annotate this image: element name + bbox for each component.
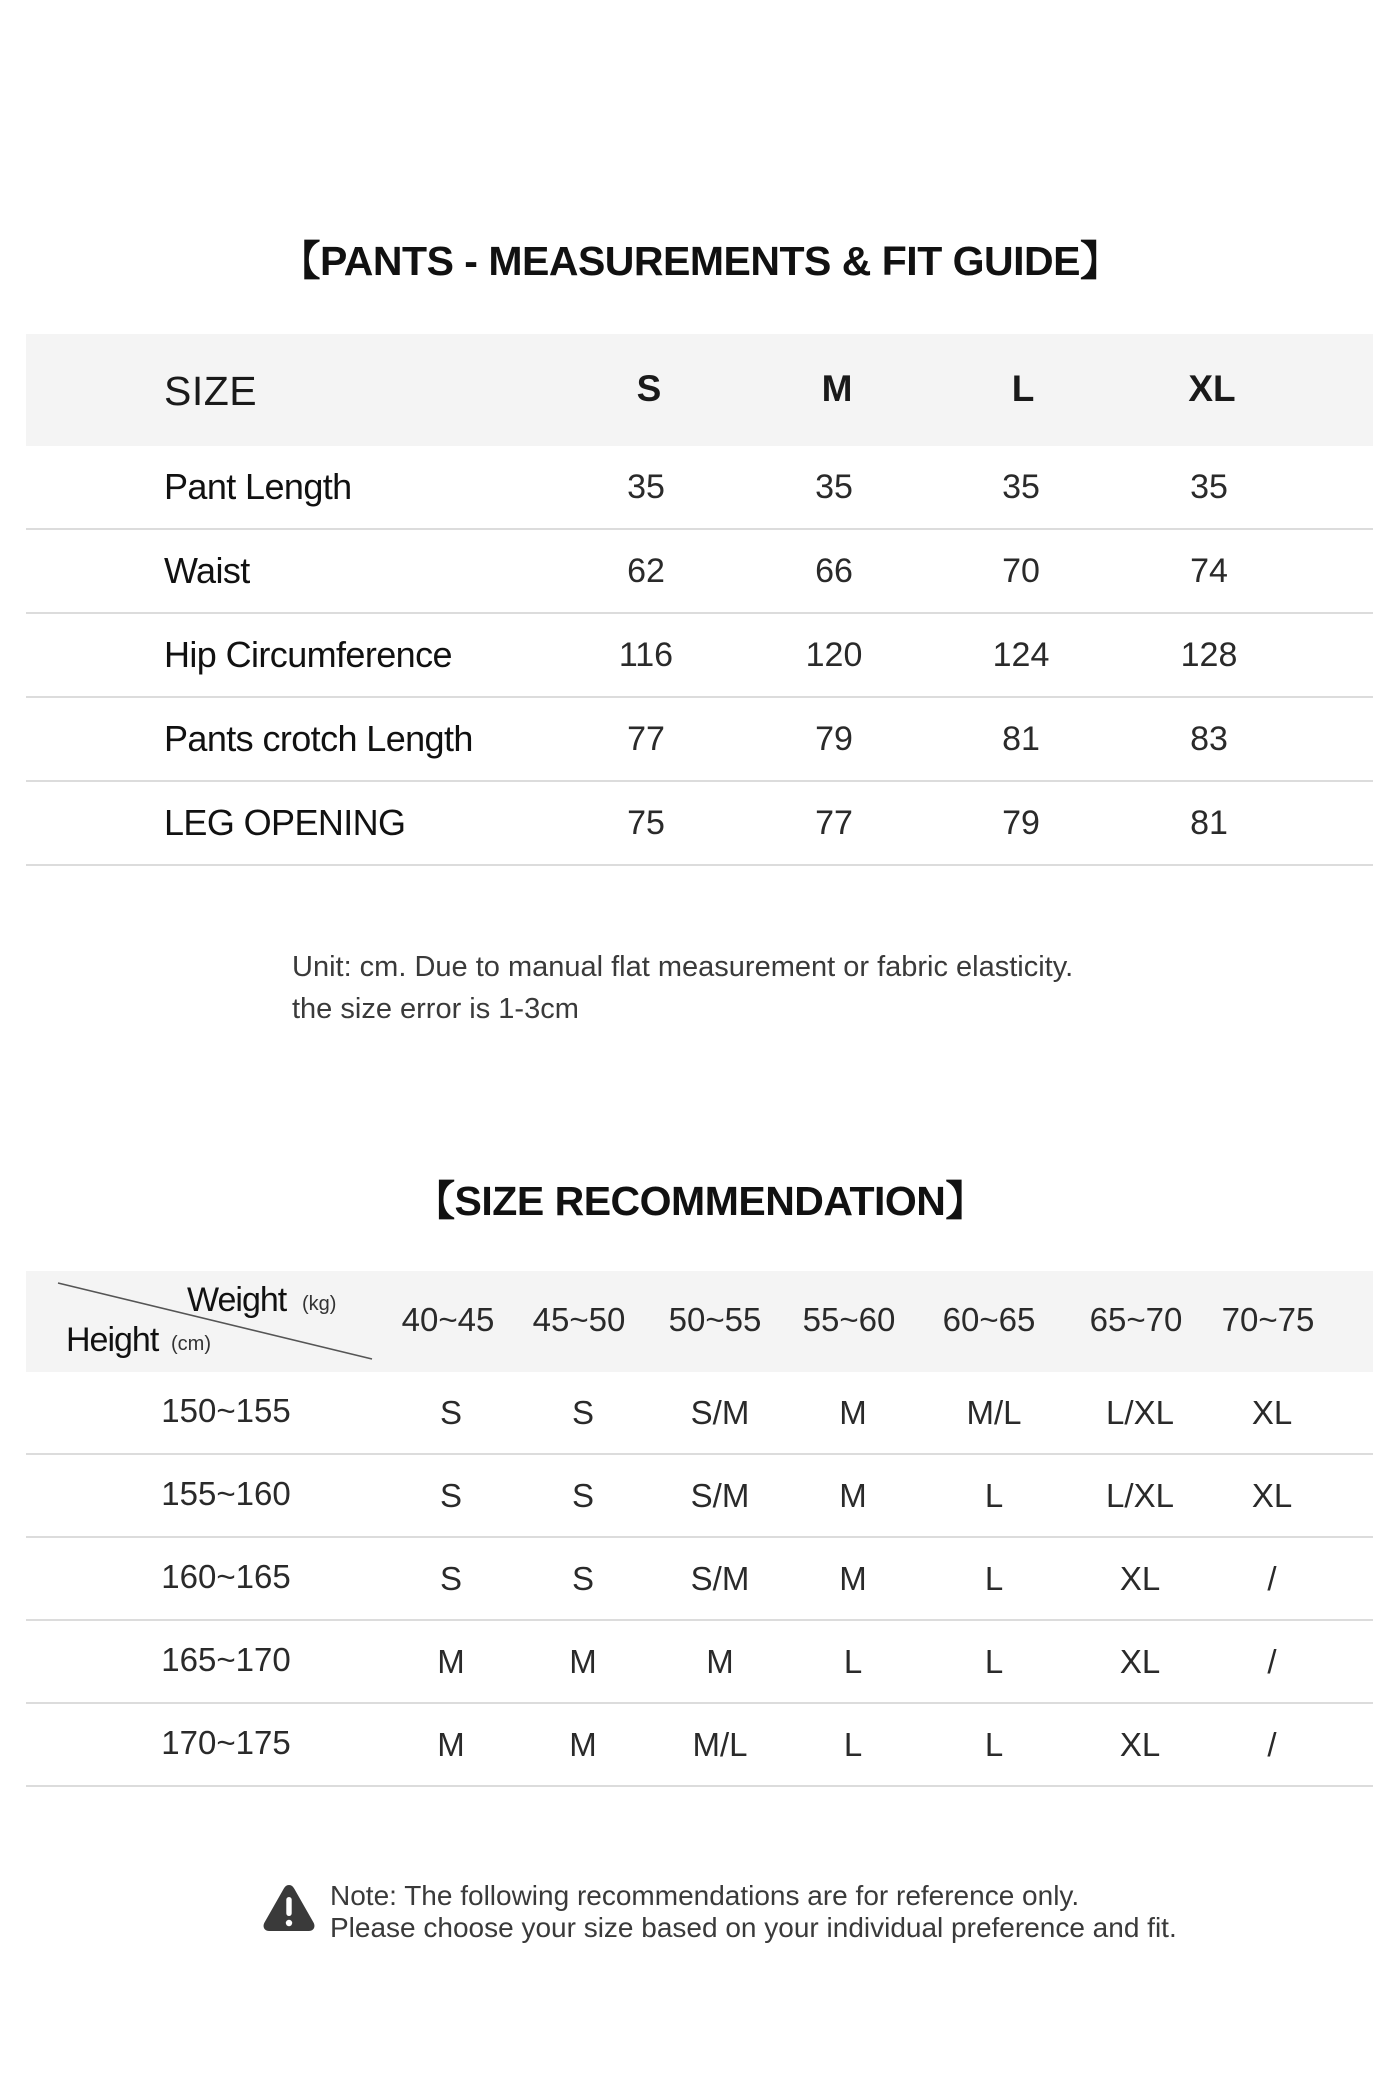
measurement-cell: 79 xyxy=(1002,804,1040,842)
recommendation-header-row xyxy=(26,1271,1373,1372)
size-header-xl: XL xyxy=(1188,368,1236,409)
weight-axis-label: Weight xyxy=(187,1281,287,1319)
measurement-row-hip xyxy=(26,614,1373,698)
recommendation-cell: S/M xyxy=(690,1477,750,1514)
height-axis-label: Height xyxy=(66,1321,159,1359)
recommendation-cell: L xyxy=(984,1477,1004,1514)
measurement-cell: 77 xyxy=(815,804,853,842)
size-header-l: L xyxy=(1011,368,1035,409)
recommendation-cell: L xyxy=(984,1726,1004,1763)
recommendation-cell: M xyxy=(839,1394,867,1431)
measurement-cell: 62 xyxy=(627,552,665,590)
warning-icon xyxy=(262,1882,316,1934)
recommendation-note-text xyxy=(330,1880,1177,1944)
measurement-cell: 79 xyxy=(815,720,853,758)
recommendation-cell: S/M xyxy=(690,1560,750,1597)
recommendation-cell: / xyxy=(1267,1726,1277,1763)
measurement-row-crotch xyxy=(26,698,1373,782)
size-column-label: SIZE xyxy=(164,368,258,414)
recommendation-note-line1: Note: The following recommendations are for reference only. xyxy=(330,1880,1080,1911)
measurement-note-line1: Unit: cm. Due to manual flat measurement or fabric elasticity. xyxy=(292,951,1074,983)
recommendation-cell: M xyxy=(569,1643,597,1680)
recommendation-cell: M xyxy=(706,1643,734,1680)
recommendation-cell: XL xyxy=(1251,1477,1293,1514)
weight-unit: (kg) xyxy=(302,1293,337,1315)
measurement-cell: 120 xyxy=(805,636,863,674)
measurement-cell: 124 xyxy=(992,636,1050,674)
measurement-cell: 128 xyxy=(1180,636,1238,674)
height-value: 170~175 xyxy=(161,1724,291,1761)
recommendation-cell: L xyxy=(984,1643,1004,1680)
recommendation-cell: M xyxy=(437,1726,465,1763)
recommendation-row xyxy=(26,1372,1373,1455)
recommendation-cell: M xyxy=(437,1643,465,1680)
measurement-note-line2: the size error is 1-3cm xyxy=(292,993,579,1025)
measurement-cell: 75 xyxy=(627,804,665,842)
recommendation-cell: L xyxy=(984,1560,1004,1597)
measurement-cell: 83 xyxy=(1190,720,1228,758)
measurements-header-row xyxy=(26,334,1373,446)
weight-header: 60~65 xyxy=(942,1301,1036,1338)
recommendation-cell: L xyxy=(843,1643,863,1680)
measurement-cell: 35 xyxy=(1002,468,1040,506)
measurement-cell: 74 xyxy=(1190,552,1228,590)
measurement-cell: 116 xyxy=(618,636,674,674)
size-header-m: M xyxy=(821,368,853,409)
size-header-s: S xyxy=(636,368,662,409)
weight-header: 70~75 xyxy=(1221,1301,1315,1338)
measurement-cell: 77 xyxy=(627,720,665,758)
recommendation-cell: / xyxy=(1267,1643,1277,1680)
row-label: Pants crotch Length xyxy=(164,718,473,759)
recommendation-cell: S xyxy=(571,1477,594,1514)
recommendation-cell: / xyxy=(1267,1560,1277,1597)
recommendation-cell: M/L xyxy=(692,1726,748,1763)
measurements-title: 【PANTS - MEASUREMENTS & FIT GUIDE】 xyxy=(279,238,1121,284)
recommendation-row xyxy=(26,1621,1373,1704)
recommendation-cell: XL xyxy=(1251,1394,1293,1431)
recommendation-cell: S xyxy=(439,1477,462,1514)
recommendation-title: 【SIZE RECOMMENDATION】 xyxy=(414,1178,986,1224)
height-unit: (cm) xyxy=(171,1333,211,1355)
weight-header: 40~45 xyxy=(401,1301,495,1338)
recommendation-cell: XL xyxy=(1119,1643,1161,1680)
measurement-cell: 35 xyxy=(627,468,665,506)
recommendation-cell: S xyxy=(439,1394,462,1431)
recommendation-cell: L xyxy=(843,1726,863,1763)
recommendation-cell: M xyxy=(839,1477,867,1514)
recommendation-cell: L/XL xyxy=(1106,1394,1174,1431)
recommendation-cell: M/L xyxy=(966,1394,1022,1431)
recommendation-cell: M xyxy=(569,1726,597,1763)
height-value: 150~155 xyxy=(161,1392,291,1429)
recommendation-cell: S xyxy=(439,1560,462,1597)
weight-header: 55~60 xyxy=(802,1301,896,1338)
weight-header: 65~70 xyxy=(1089,1301,1183,1338)
measurement-cell: 35 xyxy=(1190,468,1228,506)
recommendation-cell: S xyxy=(571,1394,594,1431)
row-label: Hip Circumference xyxy=(164,634,452,675)
recommendation-cell: L/XL xyxy=(1106,1477,1174,1514)
measurement-row-waist xyxy=(26,530,1373,614)
recommendation-cell: M xyxy=(839,1560,867,1597)
recommendation-cell: XL xyxy=(1119,1726,1161,1763)
measurement-cell: 81 xyxy=(1002,720,1040,758)
measurement-cell: 66 xyxy=(815,552,853,590)
row-label: LEG OPENING xyxy=(164,802,406,843)
measurement-cell: 35 xyxy=(815,468,853,506)
height-value: 160~165 xyxy=(161,1558,291,1595)
measurement-row-leg-opening xyxy=(26,782,1373,866)
row-label: Waist xyxy=(164,550,250,591)
recommendation-cell: XL xyxy=(1119,1560,1161,1597)
recommendation-cell: S/M xyxy=(690,1394,750,1431)
recommendation-row xyxy=(26,1455,1373,1538)
measurement-cell: 81 xyxy=(1190,804,1228,842)
measurement-note xyxy=(292,946,1073,1030)
height-value: 165~170 xyxy=(161,1641,291,1678)
recommendation-note-line2: Please choose your size based on your individual preference and fit. xyxy=(330,1912,1177,1943)
weight-header: 50~55 xyxy=(668,1301,762,1338)
weight-header: 45~50 xyxy=(532,1301,626,1338)
recommendation-row xyxy=(26,1538,1373,1621)
row-label: Pant Length xyxy=(164,466,352,507)
recommendation-row xyxy=(26,1704,1373,1787)
recommendation-note xyxy=(262,1880,1262,1950)
recommendation-cell: S xyxy=(571,1560,594,1597)
measurement-row-pant-length xyxy=(26,446,1373,530)
measurement-cell: 70 xyxy=(1002,552,1040,590)
height-value: 155~160 xyxy=(161,1475,291,1512)
